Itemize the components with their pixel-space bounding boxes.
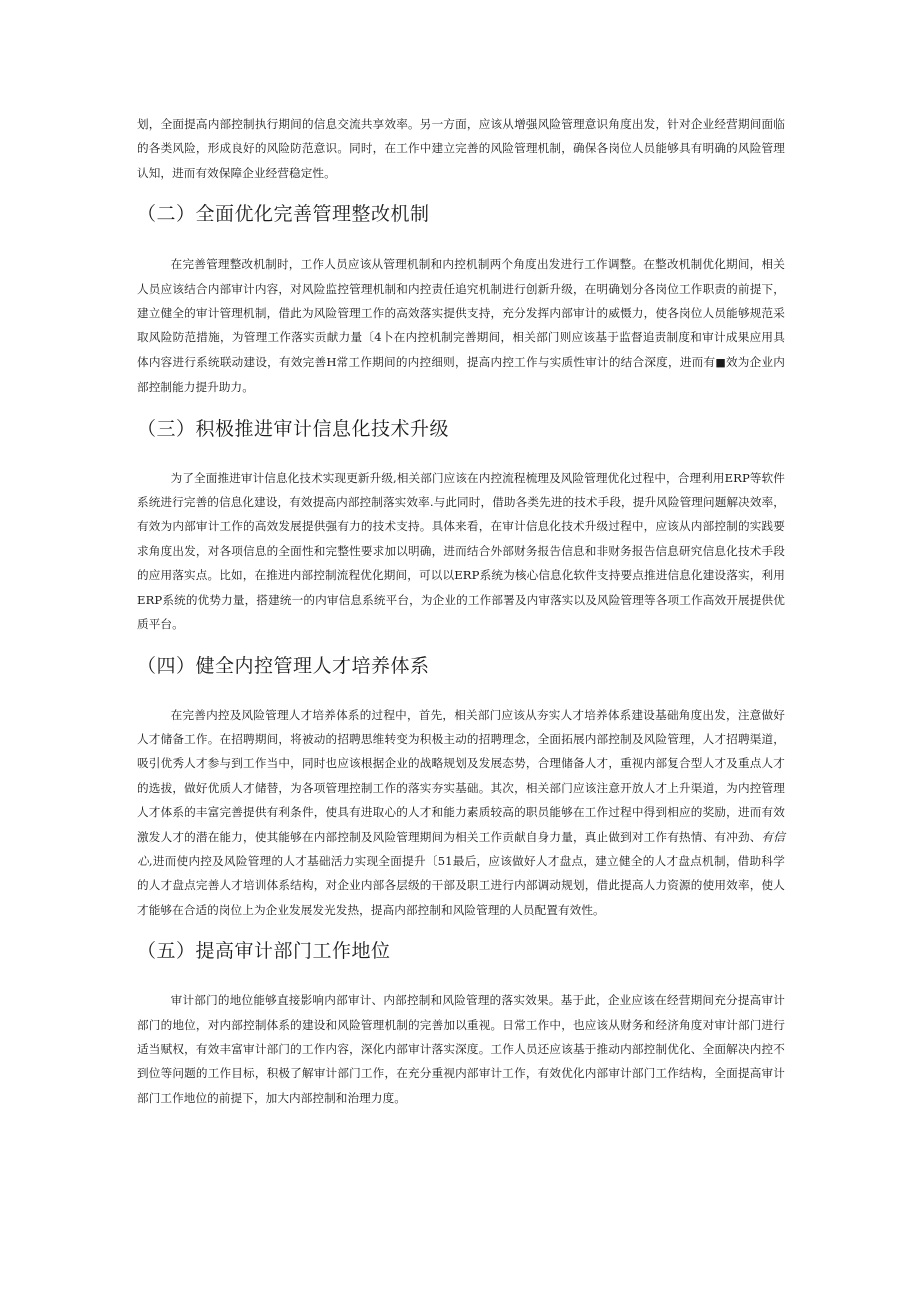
section-2-text-a: 在完善管理整改机制时，工作人员应该从管理机制和内控机制两个角度出发进行工作调整。在整改机制优化期间，相关人员应该结合内部审计内容，对风险监控管理机制和内控责任追究机制进行创新升级，在明确划分各岗位工作职责的前提下，建立健全的审计管理机制，借此为风险管理工作的高效落实提供支持，充分发挥内部审计的威慑力，使各岗位人员能够规范采取风险防范措施，为管理工作落实贡献力量〔4卜在内控机制完善期间，相关部门则应该基于监督追责制度和审计成果应用具体内容进行系统联动建设，有效完善H常工作期间的内控细则，提高内控工作与实质性审计的结合深度，进而有	[137, 257, 785, 369]
section-4-text-a: 在完善内控及风险管理人才培养体系的过程中，首先，相关部门应该从夯实人才培养体系建设基础角度出发，注意做好人才储备工作。在招聘期间，将被动的招聘思维转变为积极主动的招聘理念，全面拓展内部控制及风险管理，人才招聘渠道，吸引优秀人才参与到工作当中，同时也应该根据企业的战略规划及发展态势，合理储备人才，重视内部复合型人才及重点人才的选拔，做好优质人才储替，为各项管理控制工作的落实夯实基础。其次，相关部门应该注意开放人才上升渠道，为内控管理人才体系的丰富完善提供有利条件，使具有进取心的人才和能力素质较高的职员能够在工作过程中得到相应的奖励，进而有效激发人才的潜在能力，使其能够在内部控制及风险管理期间为相关工作贡献自身力量，真止做到对工作有热情、有冲劲、	[137, 707, 785, 844]
section-4-text-b: ,进而使内控及风险管理的人才基础活力实现全面提升〔51最后，应该做好人才盘点，建立健全的人才盘点机制，借助科学的人才盘点完善人才培训体系结构，对企业内部各层级的干部及职工进行内部调动规划，借此提高人力资源的使用效率，使人才能够在合适的岗位上为企业发展发光发热，提高内部控制和风险管理的人员配置有效性。	[137, 853, 785, 917]
section-heading-4: （四）健全内控管理人才培养体系	[137, 654, 430, 677]
document-page	[137, 112, 785, 1110]
section-3-paragraph: 为了全面推进审计信息化技术实现更新升级,相关部门应该在内控流程梳理及风险管理优化过程中，合理利用ERP等软件系统进行完善的信息化建设，有效提高内部控制落实效率.与此同时，借助各类先进的技术手段，提升风险管理问题解决效率，有效为内部审计工作的高效发展提供强有力的技术支持。具体来看，在审计信息化技术升级过程中，应该从内部控制的实践要求角度出发，对各项信息的全面性和完整性要求加以明确，进而结合外部财务报告信息和非财务报告信息研究信息化技术手段的应用落实点。比如，在推进内部控制流程优化期间，可以以ERP系统为核心信息化软件支持要点推进信息化建设落实，利用ERP系统的优势力量，搭建统一的内审信息系统平台，为企业的工作部署及内审落实以及风险管理等各项工作高效开展提供优质平台。	[137, 470, 785, 632]
square-glyph: ■	[715, 355, 726, 369]
section-heading-5: （五）提高审计部门工作地位	[137, 940, 391, 963]
intro-paragraph: 划，全面提高内部控制执行期间的信息交流共享效率。另一方面，应该从增强风险管理意识角度出发，针对企业经营期间面临的各类风险，形成良好的风险防范意识。同时，在工作中建立完善的风险管理机制，确保各岗位人员能够具有明确的风险管理认知，进而有效保障企业经营稳定性。	[137, 117, 785, 180]
section-4-paragraph	[137, 703, 785, 923]
section-heading-3: （三）积极推进审计信息化技术升级	[137, 417, 450, 440]
section-4-italic-text: 有信心	[137, 829, 785, 868]
section-heading-2: （二）全面优化完善管理整改机制	[137, 203, 430, 226]
section-2-text-b: 效为企业内部控制能力提升助力。	[137, 354, 785, 395]
section-5-paragraph: 审计部门的地位能够直接影响内部审计、内部控制和风险管理的落实效果。基于此，企业应该在经营期间充分提高审计部门的地位，对内部控制体系的建设和风险管理机制的完善加以重视。日常工作中，也应该从财务和经济角度对审计部门进行适当赋权，有效丰富审计部门的工作内容，深化内部审计落实深度。工作人员还应该基于推动内部控制优化、全面解决内控不到位等问题的工作目标，积极了解审计部门工作，在充分重视内部审计工作，有效优化内部审计部门工作结构，全面提高审计部门工作地位的前提下，加大内部控制和治理力度。	[137, 993, 785, 1105]
section-2-paragraph	[137, 252, 785, 399]
